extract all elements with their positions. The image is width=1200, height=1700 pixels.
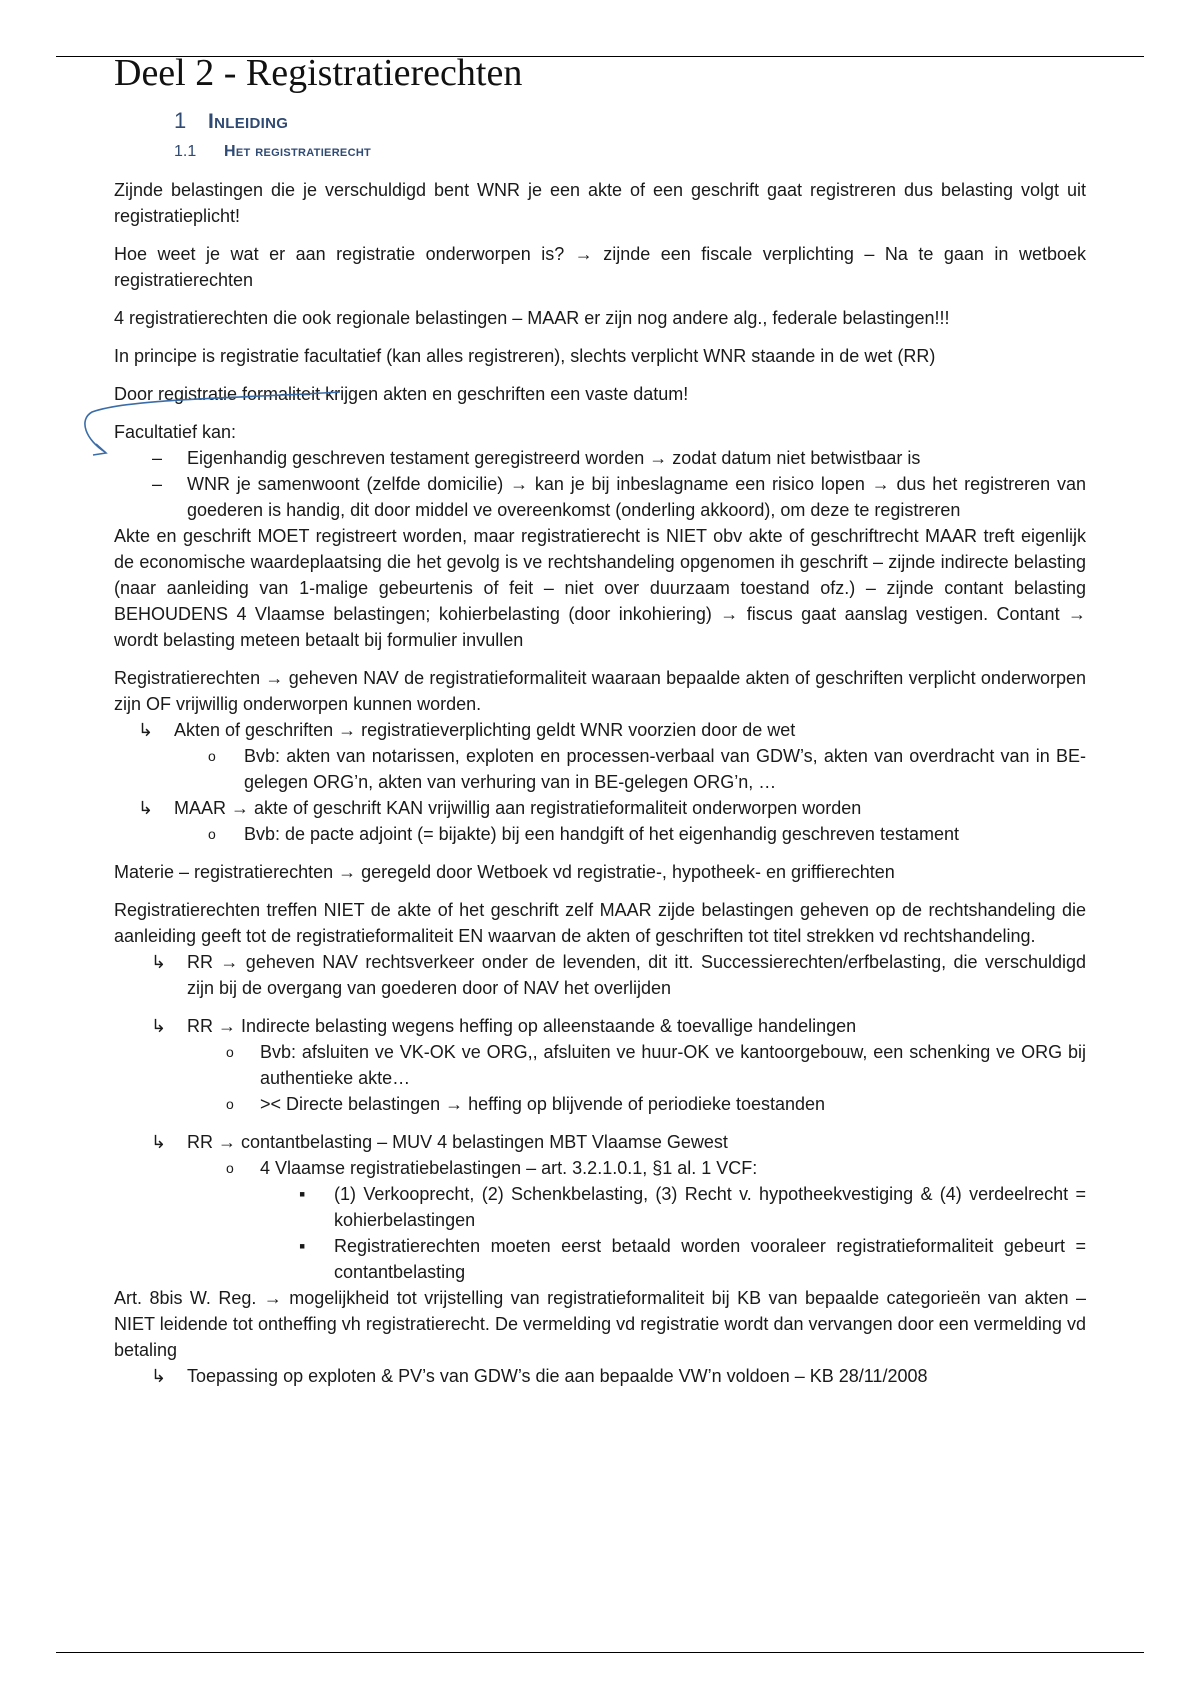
list-item-text: >< Directe belastingen → heffing op blijvende of periodieke toestanden: [260, 1094, 826, 1114]
list-item: [114, 1233, 1086, 1285]
section-number: 1: [174, 108, 187, 133]
facultatief-heading: Facultatief kan:: [114, 422, 237, 442]
paragraph: Art. 8bis W. Reg. → mogelijkheid tot vrijstelling van registratieformaliteit bij KB van bepaalde categorieën van akten – NIET leidende tot ontheffing vh registratierecht. De vermelding vd registratie wordt dan vervangen door een vermelding vd betaling: [114, 1288, 1086, 1360]
paragraph: In principe is registratie facultatief (kan alles registreren), slechts verplicht WNR staande in de wet (RR): [114, 346, 936, 366]
paragraph: Registratierechten treffen NIET de akte of het geschrift zelf MAAR zijde belastingen geheven op de rechtshandeling die aanleiding geeft tot de registratieformaliteit EN waarvan de akten of geschriften tot titel strekken vd rechtshandeling.: [114, 900, 1086, 946]
list-item-text: WNR je samenwoont (zelfde domicilie) → kan je bij inbeslagname een risico lopen → dus het registreren van goederen is handig, dit door middel ve overeenkomst (onderling akkoord), om deze te registreren: [187, 474, 1086, 520]
list-item: [114, 1181, 1086, 1233]
list-item-text: Toepassing op exploten & PV’s van GDW’s die aan bepaalde VW’n voldoen – KB 28/11/2008: [187, 1366, 928, 1386]
circle-bullet: o: [208, 748, 216, 764]
list-item: [114, 949, 1086, 1001]
subsection-heading: [174, 139, 1086, 165]
list-item: [114, 471, 1086, 523]
list-item: [114, 1129, 1086, 1155]
list-item-text: MAAR → akte of geschrift KAN vrijwillig aan registratieformaliteit onderworpen worden: [174, 798, 862, 818]
arrow-bullet-icon: ↳: [151, 952, 167, 972]
square-bullet: ▪: [299, 1184, 306, 1204]
list-item: [114, 1091, 1086, 1117]
dash-bullet: –: [152, 474, 163, 494]
list-item: [114, 1013, 1086, 1039]
list-item-text: Registratierechten moeten eerst betaald worden vooraleer registratieformaliteit gebeurt = contantbelasting: [334, 1236, 1086, 1282]
circle-bullet: o: [226, 1160, 234, 1176]
list-item: [114, 1363, 1086, 1389]
subsection-label: Het registratierecht: [224, 143, 372, 160]
arrow-bullet-icon: ↳: [138, 720, 154, 740]
paragraph: Zijnde belastingen die je verschuldigd bent WNR je een akte of een geschrift gaat registreren dus belasting volgt uit registratieplicht!: [114, 180, 1086, 226]
list-item-text: (1) Verkooprecht, (2) Schenkbelasting, (3) Recht v. hypotheekvestiging & (4) verdeelrecht = kohierbelastingen: [334, 1184, 1086, 1230]
paragraph: Registratierechten → geheven NAV de registratieformaliteit waaraan bepaalde akten of geschriften verplicht onderworpen zijn OF vrijwillig onderworpen kunnen worden.: [114, 668, 1086, 714]
paragraph: Materie – registratierechten → geregeld door Wetboek vd registratie-, hypotheek- en griffierechten: [114, 862, 895, 882]
list-item-text: Bvb: akten van notarissen, exploten en processen-verbaal van GDW’s, akten van overdracht van in BE-gelegen ORG’n, akten van verhuring van in BE-gelegen ORG’n, …: [244, 746, 1086, 792]
arrow-bullet-icon: ↳: [151, 1366, 167, 1386]
section-label: Inleiding: [208, 110, 289, 133]
list-item: [114, 795, 1086, 821]
paragraph: Hoe weet je wat er aan registratie onderworpen is? → zijnde een fiscale verplichting – Na te gaan in wetboek registratierechten: [114, 244, 1086, 290]
circle-bullet: o: [226, 1044, 234, 1060]
dash-bullet: –: [152, 448, 163, 468]
list-item-text: RR → geheven NAV rechtsverkeer onder de levenden, dit itt. Successierechten/erfbelasting, die verschuldigd zijn bij de overgang van goederen door of NAV het overlijden: [187, 952, 1086, 998]
list-item-text: Bvb: de pacte adjoint (= bijakte) bij een handgift of het eigenhandig geschreven testament: [244, 824, 959, 844]
list-item-text: 4 Vlaamse registratiebelastingen – art. 3.2.1.0.1, §1 al. 1 VCF:: [260, 1158, 758, 1178]
bottom-rule: [56, 1652, 1144, 1653]
document-page: [114, 50, 1086, 1389]
list-item: [114, 445, 1086, 471]
circle-bullet: o: [226, 1096, 234, 1112]
document-title: Deel 2 - Registratierechten: [114, 52, 523, 94]
arrow-bullet-icon: ↳: [151, 1132, 167, 1152]
list-item: [114, 743, 1086, 795]
list-item: [114, 821, 1086, 847]
square-bullet: ▪: [299, 1236, 306, 1256]
arrow-bullet-icon: ↳: [138, 798, 154, 818]
paragraph: 4 registratierechten die ook regionale belastingen – MAAR er zijn nog andere alg., federale belastingen!!!: [114, 308, 950, 328]
list-item: [114, 717, 1086, 743]
list-item: [114, 1155, 1086, 1181]
arrow-bullet-icon: ↳: [151, 1016, 167, 1036]
list-item-text: RR → Indirecte belasting wegens heffing op alleenstaande & toevallige handelingen: [187, 1016, 857, 1036]
list-item-text: Bvb: afsluiten ve VK-OK ve ORG,, afsluiten ve huur-OK ve kantoorgebouw, een schenking ve ORG bij authentieke akte…: [260, 1042, 1086, 1088]
subsection-number: 1.1: [174, 143, 197, 160]
list-item-text: Eigenhandig geschreven testament geregistreerd worden → zodat datum niet betwistbaar is: [187, 448, 921, 468]
paragraph: Door registratie formaliteit krijgen akten en geschriften een vaste datum!: [114, 384, 689, 404]
list-item-text: Akten of geschriften → registratieverplichting geldt WNR voorzien door de wet: [174, 720, 796, 740]
list-item: [114, 1039, 1086, 1091]
section-heading: [174, 108, 1086, 135]
list-item-text: RR → contantbelasting – MUV 4 belastingen MBT Vlaamse Gewest: [187, 1132, 728, 1152]
paragraph: Akte en geschrift MOET registreert worden, maar registratierecht is NIET obv akte of geschriftrecht MAAR treft eigenlijk de economische waardeplaatsing die het gevolg is ve rechtshandeling opgenomen ih geschrift – zijnde indirecte belasting (naar aanleiding van 1-malige gebeurtenis of feit – niet over duurzaam toestand ofz.) – zijnde contant belasting BEHOUDENS 4 Vlaamse belastingen; kohierbelasting (door inkohiering) → fiscus gaat aanslag vestigen. Contant → wordt belasting meteen betaalt bij formulier invullen: [114, 526, 1086, 650]
circle-bullet: o: [208, 826, 216, 842]
